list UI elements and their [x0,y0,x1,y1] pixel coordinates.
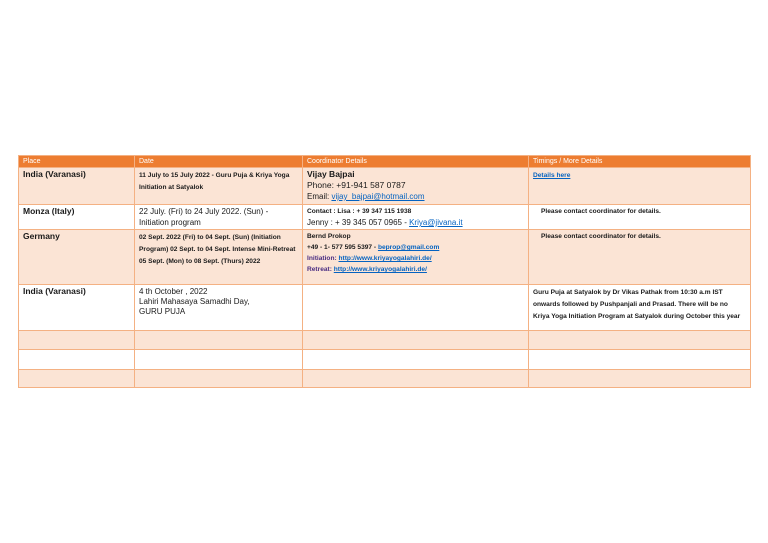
coordinator-cell [303,168,529,205]
header-date: Date [135,156,303,168]
table-row [19,350,751,370]
coordinator-phone: +49 - 1- 577 595 5397 - [307,244,378,251]
place-cell: India (Varanasi) [19,285,135,331]
contact-line: Contact : Lisa : + 39 347 115 1938 [307,208,412,215]
date-cell: 02 Sept. 2022 (Fri) to 04 Sept. (Sun) (Initiation Program) 02 Sept. to 04 Sept. Intense Mini-Retreat 05 Sept. (Mon) to 08 Sept. (Thurs) 2022 [135,230,303,285]
place-cell: India (Varanasi) [19,168,135,205]
email-link[interactable]: vijay_bajpai@hotmail.com [331,192,425,201]
initiation-link[interactable]: http://www.kriyayogalahiri.de/ [338,255,432,262]
place-cell: Germany [19,230,135,285]
coordinator-name: Vijay Bajpai [307,169,355,179]
beprop-email-link[interactable]: beprop@gmail.com [377,244,440,251]
initiation-label: Initiation: [307,255,339,262]
details-here-link[interactable]: Details here [533,172,571,179]
coordinator-cell [303,205,529,230]
details-cell [529,168,751,205]
retreat-label: Retreat: [307,266,334,273]
events-table [18,155,751,388]
date-cell: 11 July to 15 July 2022 - Guru Puja & Kriya Yoga Initiation at Satyalok [135,168,303,205]
coordinator-cell [303,230,529,285]
retreat-link[interactable]: http://www.kriyayogalahiri.de/ [333,266,427,273]
coordinator-phone: Phone: +91-941 587 0787 [307,180,406,190]
table-row [19,285,751,331]
header-place: Place [19,156,135,168]
details-cell: Guru Puja at Satyalok by Dr Vikas Pathak from 10:30 a.m IST onwards followed by Pushpanjali and Prasad. There will be no Kriya Yoga Initiation Program at Satyalok during October this year [529,285,751,331]
email-label: Email: [307,192,332,201]
coordinator-cell [303,285,529,331]
table-row [19,331,751,350]
header-coordinator: Coordinator Details [303,156,529,168]
date-cell: 4 th October , 2022 Lahiri Mahasaya Samadhi Day, GURU PUJA [135,285,303,331]
place-cell: Monza (Italy) [19,205,135,230]
table-row [19,230,751,285]
table-row [19,205,751,230]
date-cell: 22 July. (Fri) to 24 July 2022. (Sun) - Initiation program [135,205,303,230]
table-row [19,168,751,205]
table-row [19,370,751,388]
kriya-email-link[interactable]: Kriya@jivana.it [409,218,463,227]
details-cell: Please contact coordinator for details. [529,205,751,230]
contact-line-2: Jenny : + 39 345 057 0965 - [307,218,410,227]
coordinator-name: Bernd Prokop [307,233,351,240]
table-header-row [19,156,751,168]
header-timings: Timings / More Details [529,156,751,168]
details-cell: Please contact coordinator for details. [529,230,751,285]
